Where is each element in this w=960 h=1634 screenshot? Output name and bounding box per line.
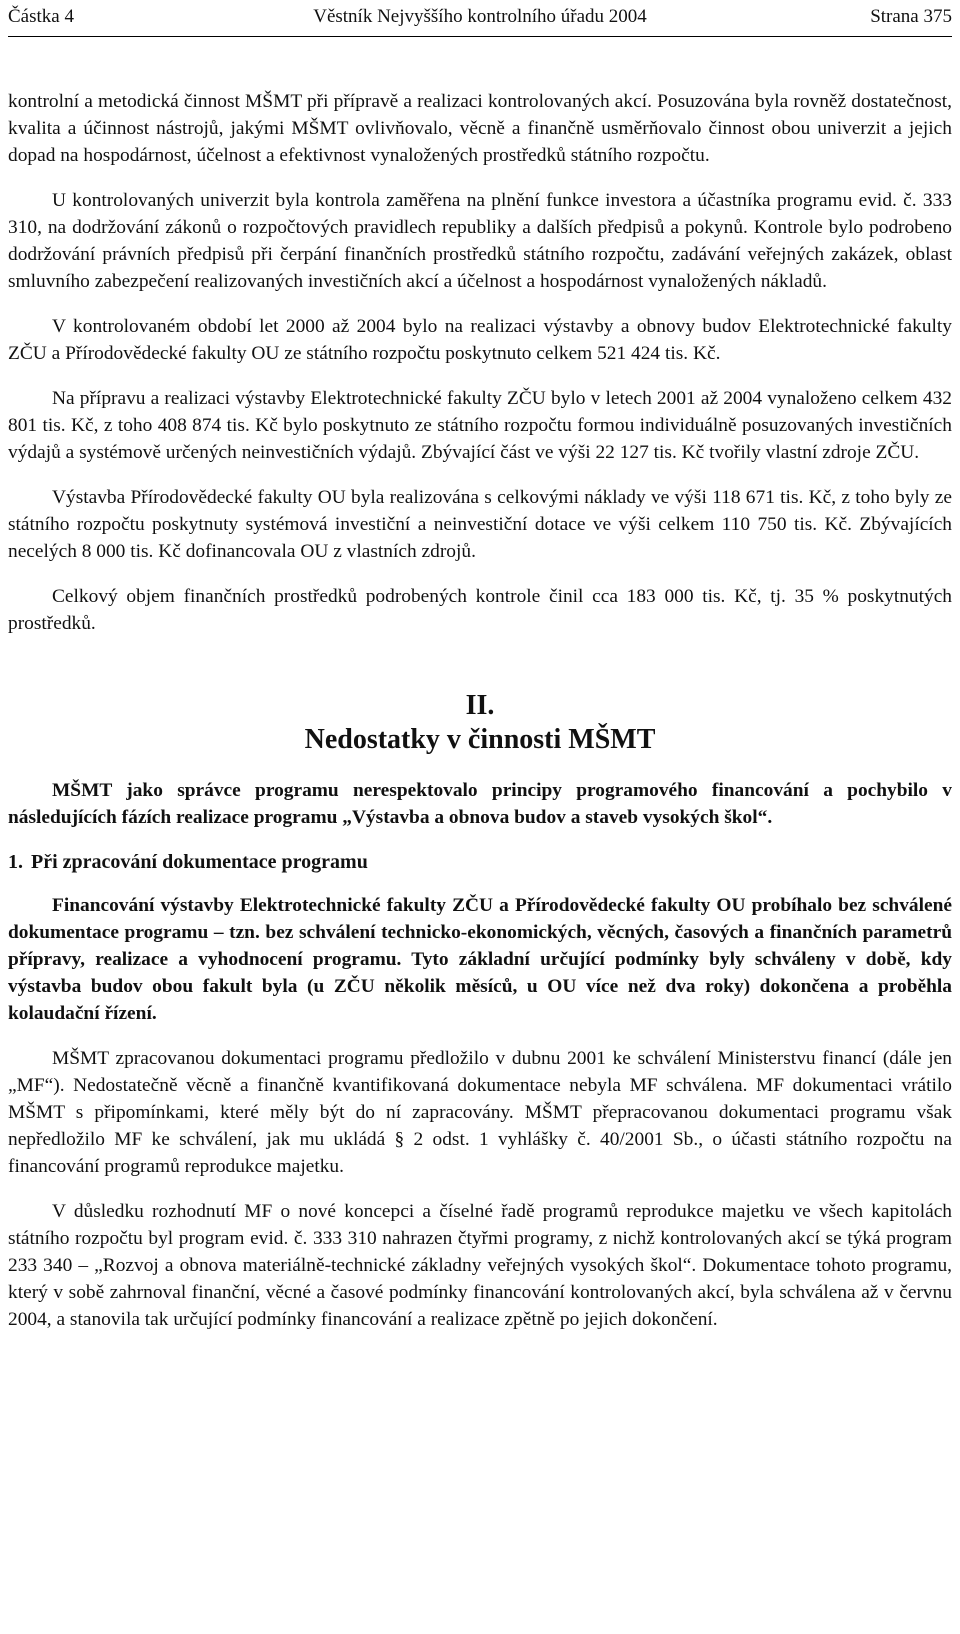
chapter-lead: MŠMT jako správce programu nerespektovalo principy programového financování a pochybilo v následujících fázích realizace programu „Výstavba a obnova budov a staveb vysokých škol“.: [8, 780, 952, 828]
document-body: [8, 88, 952, 1351]
journal-title: Věstník Nejvyššího kontrolního úřadu 2004: [313, 6, 647, 27]
paragraph: Výstavba Přírodovědecké fakulty OU byla realizována s celkovými náklady ve výši 118 671 tis. Kč, z toho byly ze státního rozpočtu poskytnuty systémová investiční a neinvestiční dotace ve výši celkem 110 750 tis. Kč. Zbývajících necelých 8 000 tis. Kč dofinancovala OU z vlastních zdrojů.: [8, 487, 952, 562]
section-heading: [8, 849, 952, 876]
issue-number: Částka 4: [8, 6, 74, 27]
page-number: Strana 375: [870, 6, 952, 27]
page-header: [8, 6, 952, 37]
paragraph: Celkový objem finančních prostředků podrobených kontrole činil cca 183 000 tis. Kč, tj. 35 % poskytnutých prostředků.: [8, 586, 952, 634]
section-title: Při zpracování dokumentace programu: [31, 851, 368, 873]
paragraph: MŠMT zpracovanou dokumentaci programu předložilo v dubnu 2001 ke schválení Ministerstvu financí (dále jen „MF“). Nedostatečně věcně a finančně kvantifikovaná dokumentace nebyla MF schválena. MF dokumentaci vrátilo MŠMT s připomínkami, které měly být do ní zapracovány. MŠMT přepracovanou dokumentaci programu však nepředložilo MF ke schválení, jak mu ukládá § 2 odst. 1 vyhlášky č. 40/2001 Sb., o účasti státního rozpočtu na financování programů reprodukce majetku.: [8, 1048, 952, 1177]
section-bold-paragraph: Financování výstavby Elektrotechnické fakulty ZČU a Přírodovědecké fakulty OU probíhalo bez schválené dokumentace programu – tzn. bez schválení technicko-ekonomických, věcných, časových a finančních parametrů přípravy, realizace a vyhodnocení programu. Tyto základní určující podmínky byly schváleny v době, kdy výstavba budov obou fakult byla (u ZČU několik měsíců, u OU více než dva roky) dokončena a proběhla kolaudační řízení.: [8, 895, 952, 1024]
paragraph: U kontrolovaných univerzit byla kontrola zaměřena na plnění funkce investora a účastníka programu evid. č. 333 310, na dodržování zákonů o rozpočtových pravidlech republiky a dalších předpisů a pokynů. Kontrole bylo podrobeno dodržování právních předpisů při čerpání finančních prostředků státního rozpočtu, zadávání veřejných zakázek, oblast smluvního zabezpečení realizovaných investičních akcí a účelnost a hospodárnost vynaložených nákladů.: [8, 190, 952, 292]
paragraph: kontrolní a metodická činnost MŠMT při přípravě a realizaci kontrolovaných akcí. Posuzována byla rovněž dostatečnost, kvalita a účinnost nástrojů, jakými MŠMT ovlivňovalo, věcně a finančně usměrňovalo činnost obou univerzit a jejich dopad na hospodárnost, účelnost a efektivnost vynaložených prostředků státního rozpočtu.: [8, 91, 952, 166]
chapter-number: II.: [465, 690, 495, 721]
paragraph: V kontrolovaném období let 2000 až 2004 bylo na realizaci výstavby a obnovy budov Elektrotechnické fakulty ZČU a Přírodovědecké fakulty OU ze státního rozpočtu poskytnuto celkem 521 424 tis. Kč.: [8, 316, 952, 364]
paragraph: V důsledku rozhodnutí MF o nové koncepci a číselné řadě programů reprodukce majetku ve všech kapitolách státního rozpočtu byl program evid. č. 333 310 nahrazen čtyřmi programy, z nichž kontrolovaných akcí se týká program 233 340 – „Rozvoj a obnova materiálně-technické základny veřejných vysokých škol“. Dokumentace tohoto programu, který v sobě zahrnoval finanční, věcné a časové podmínky financování kontrolovaných akcí, byla schválena až v červnu 2004, a stanovila tak určující podmínky financování a realizace zpětně po jejich dokončení.: [8, 1201, 952, 1330]
section-number: 1.: [8, 851, 23, 873]
chapter-title: Nedostatky v činnosti MŠMT: [304, 724, 656, 755]
paragraph: Na přípravu a realizaci výstavby Elektrotechnické fakulty ZČU bylo v letech 2001 až 2004 vynaloženo celkem 432 801 tis. Kč, z toho 408 874 tis. Kč bylo poskytnuto ze státního rozpočtu formou individuálně posuzovaných investičních výdajů a systémově určených neinvestičních výdajů. Zbývající část ve výši 22 127 tis. Kč tvořily vlastní zdroje ZČU.: [8, 388, 952, 463]
